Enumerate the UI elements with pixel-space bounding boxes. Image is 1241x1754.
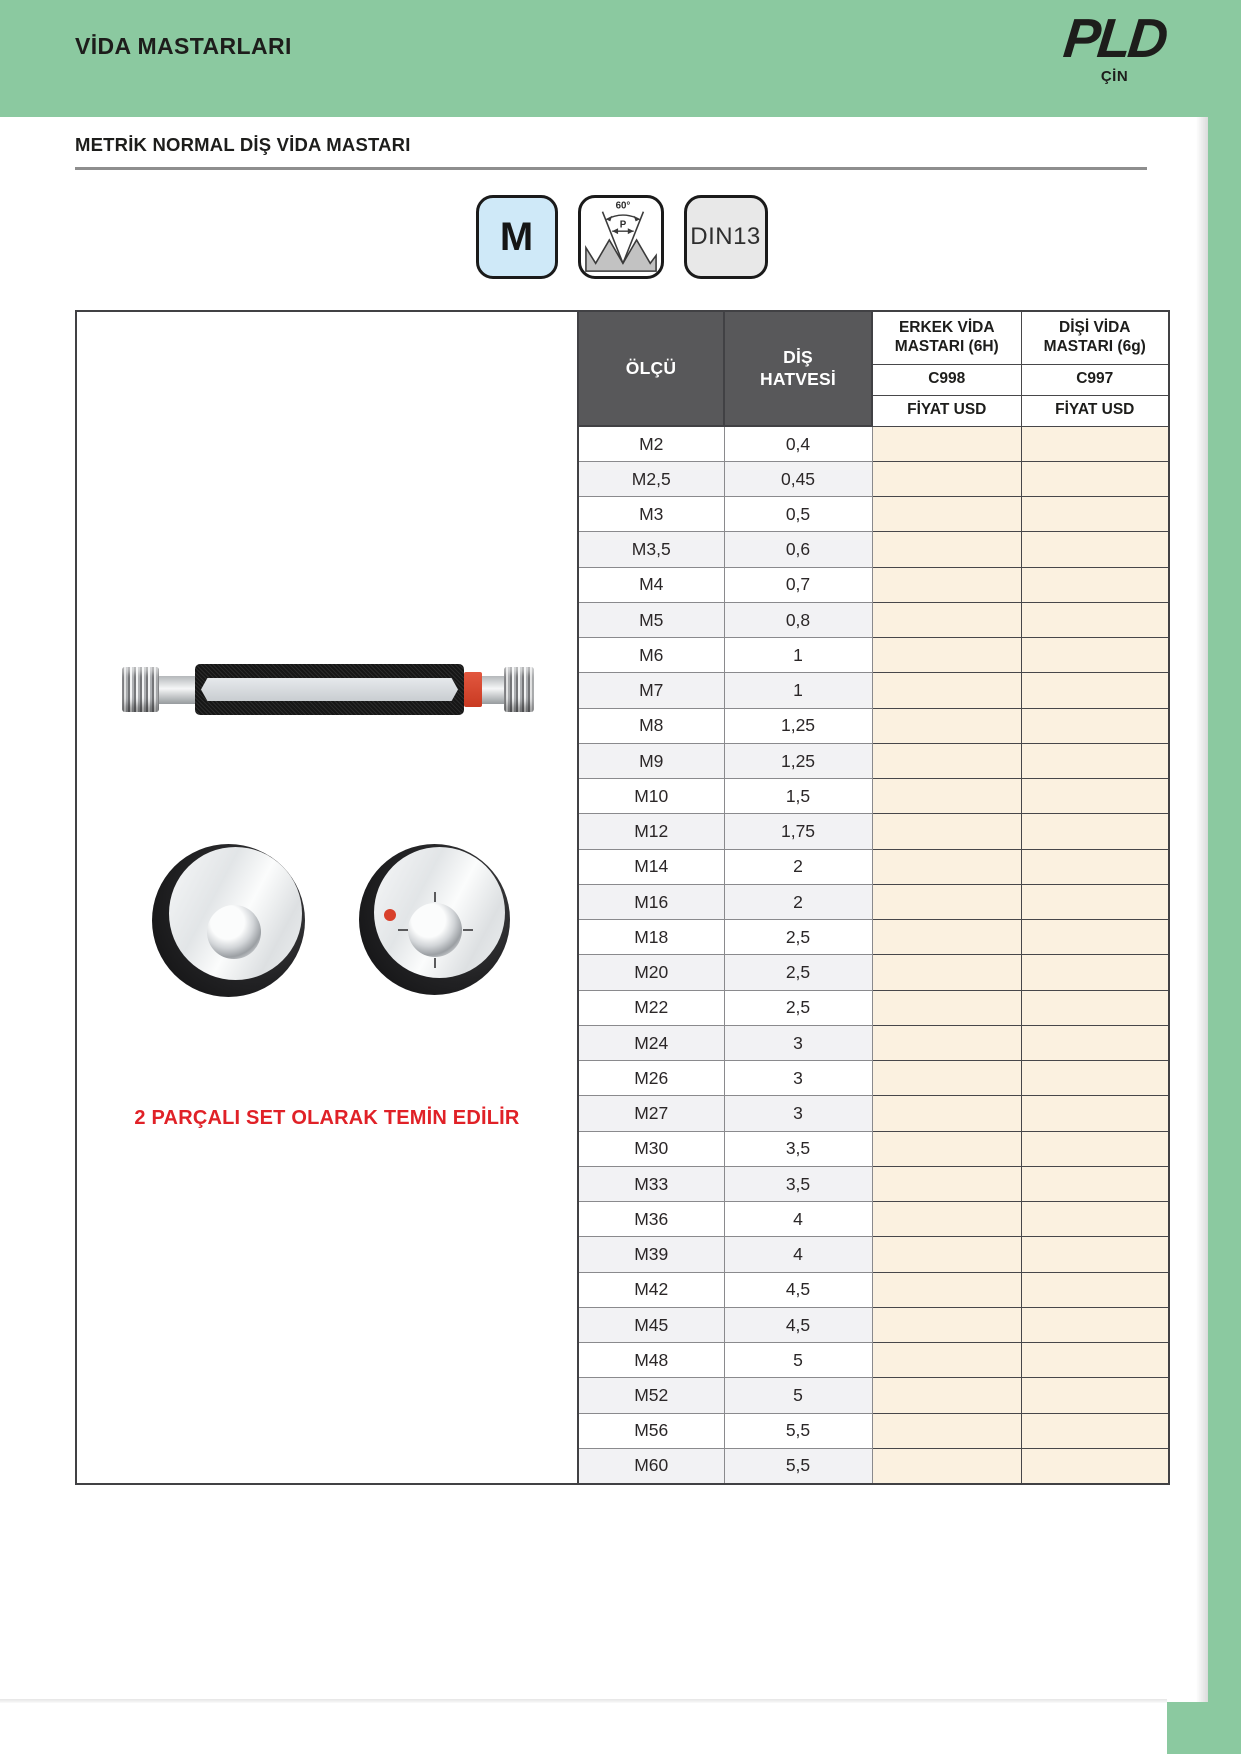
price-cell-female <box>1021 849 1169 884</box>
sheet-shadow <box>1196 117 1208 1702</box>
size-cell: M9 <box>578 743 724 778</box>
brand-block <box>1060 7 1169 86</box>
pitch-cell: 2 <box>724 884 872 919</box>
price-cell-male <box>872 461 1021 496</box>
male-gauge-code: C998 <box>872 364 1021 395</box>
din-standard-badge <box>684 195 768 279</box>
size-cell: M39 <box>578 1237 724 1272</box>
pitch-cell: 4 <box>724 1237 872 1272</box>
price-cell-female <box>1021 1025 1169 1060</box>
thread-profile-drawing <box>582 199 660 275</box>
column-header-female-gauge: DİŞİ VİDA MASTARI (6g) <box>1021 311 1169 364</box>
price-cell-female <box>1021 708 1169 743</box>
price-cell-male <box>872 955 1021 990</box>
size-cell: M26 <box>578 1061 724 1096</box>
price-cell-male <box>872 426 1021 461</box>
ring-nogo-red-dot <box>384 909 396 921</box>
plug-thread-left <box>122 667 159 712</box>
brand-country: ÇİN <box>1100 68 1129 86</box>
size-cell: M2 <box>578 426 724 461</box>
pitch-cell: 2,5 <box>724 955 872 990</box>
price-cell-female <box>1021 673 1169 708</box>
price-cell-male <box>872 602 1021 637</box>
pitch-cell: 0,6 <box>724 532 872 567</box>
female-price-label: FİYAT USD <box>1021 395 1169 426</box>
badge-row <box>75 195 1168 281</box>
pitch-cell: 1 <box>724 638 872 673</box>
price-cell-female <box>1021 884 1169 919</box>
price-table <box>75 310 1170 1485</box>
price-cell-female <box>1021 743 1169 778</box>
pitch-cell: 4 <box>724 1202 872 1237</box>
size-cell: M8 <box>578 708 724 743</box>
column-header-male-gauge: ERKEK VİDA MASTARI (6H) <box>872 311 1021 364</box>
ring-tick <box>434 958 436 968</box>
column-header-size: ÖLÇÜ <box>578 311 724 426</box>
price-cell-male <box>872 920 1021 955</box>
pitch-cell: 0,7 <box>724 567 872 602</box>
pitch-label: P <box>619 219 626 231</box>
pitch-cell: 3 <box>724 1061 872 1096</box>
pitch-cell: 0,8 <box>724 602 872 637</box>
price-cell-female <box>1021 1343 1169 1378</box>
price-cell-female <box>1021 955 1169 990</box>
size-cell: M33 <box>578 1166 724 1201</box>
price-cell-male <box>872 884 1021 919</box>
pitch-cell: 1,5 <box>724 779 872 814</box>
price-cell-male <box>872 1413 1021 1448</box>
sheet-seam <box>0 1699 1167 1703</box>
size-cell: M45 <box>578 1307 724 1342</box>
pitch-cell: 5,5 <box>724 1413 872 1448</box>
price-cell-male <box>872 1378 1021 1413</box>
price-cell-male <box>872 1343 1021 1378</box>
page-title: METRİK NORMAL DİŞ VİDA MASTARI <box>75 134 411 155</box>
price-cell-female <box>1021 1272 1169 1307</box>
price-cell-female <box>1021 779 1169 814</box>
pitch-cell: 0,4 <box>724 426 872 461</box>
price-cell-male <box>872 567 1021 602</box>
size-cell: M27 <box>578 1096 724 1131</box>
price-cell-female <box>1021 1237 1169 1272</box>
ring-hole <box>408 903 462 957</box>
price-cell-female <box>1021 1413 1169 1448</box>
price-cell-male <box>872 814 1021 849</box>
ring-tick <box>463 929 473 931</box>
pitch-cell: 1 <box>724 673 872 708</box>
pitch-cell: 3,5 <box>724 1166 872 1201</box>
pitch-cell: 5,5 <box>724 1448 872 1484</box>
pitch-cell: 1,75 <box>724 814 872 849</box>
size-cell: M22 <box>578 990 724 1025</box>
size-cell: M30 <box>578 1131 724 1166</box>
ring-hole <box>207 905 261 959</box>
size-cell: M3 <box>578 497 724 532</box>
title-rule <box>75 167 1147 170</box>
section-title: VİDA MASTARLARI <box>75 33 292 59</box>
ring-tick <box>398 929 408 931</box>
price-cell-female <box>1021 1202 1169 1237</box>
price-cell-male <box>872 673 1021 708</box>
thread-profile-icon <box>578 195 664 279</box>
plug-thread-right <box>504 667 534 712</box>
pitch-cell: 0,5 <box>724 497 872 532</box>
metric-thread-label: M <box>499 214 534 259</box>
size-cell: M42 <box>578 1272 724 1307</box>
size-cell: M7 <box>578 673 724 708</box>
price-cell-male <box>872 779 1021 814</box>
price-cell-male <box>872 1272 1021 1307</box>
price-cell-male <box>872 497 1021 532</box>
price-cell-female <box>1021 426 1169 461</box>
price-cell-female <box>1021 1166 1169 1201</box>
product-image-cell <box>76 311 578 1484</box>
size-cell: M36 <box>578 1202 724 1237</box>
price-cell-female <box>1021 567 1169 602</box>
size-cell: M12 <box>578 814 724 849</box>
pitch-cell: 1,25 <box>724 708 872 743</box>
ring-gauge-image-nogo <box>359 844 510 995</box>
price-cell-female <box>1021 990 1169 1025</box>
price-cell-female <box>1021 532 1169 567</box>
size-cell: M4 <box>578 567 724 602</box>
size-cell: M14 <box>578 849 724 884</box>
pitch-cell: 4,5 <box>724 1307 872 1342</box>
size-cell: M10 <box>578 779 724 814</box>
price-cell-female <box>1021 1061 1169 1096</box>
price-cell-male <box>872 1448 1021 1484</box>
price-cell-female <box>1021 497 1169 532</box>
pitch-cell: 3 <box>724 1025 872 1060</box>
size-cell: M2,5 <box>578 461 724 496</box>
price-cell-male <box>872 1237 1021 1272</box>
price-cell-male <box>872 1166 1021 1201</box>
price-cell-male <box>872 1307 1021 1342</box>
pitch-cell: 2 <box>724 849 872 884</box>
price-cell-female <box>1021 602 1169 637</box>
male-price-label: FİYAT USD <box>872 395 1021 426</box>
price-cell-male <box>872 532 1021 567</box>
ring-tick <box>434 892 436 902</box>
pitch-cell: 0,45 <box>724 461 872 496</box>
size-cell: M18 <box>578 920 724 955</box>
price-cell-male <box>872 743 1021 778</box>
price-cell-female <box>1021 461 1169 496</box>
brand-logo: PLD <box>1060 7 1169 69</box>
page-corner-accent <box>1167 1702 1241 1754</box>
price-cell-male <box>872 990 1021 1025</box>
price-cell-female <box>1021 814 1169 849</box>
price-cell-female <box>1021 920 1169 955</box>
price-cell-male <box>872 1131 1021 1166</box>
price-cell-male <box>872 638 1021 673</box>
set-note: 2 PARÇALI SET OLARAK TEMİN EDİLİR <box>134 1107 520 1129</box>
page-right-accent <box>1208 0 1241 1754</box>
price-cell-male <box>872 708 1021 743</box>
plug-gauge-image <box>122 664 534 715</box>
plug-label-band <box>201 678 458 701</box>
size-cell: M52 <box>578 1378 724 1413</box>
size-cell: M20 <box>578 955 724 990</box>
price-cell-male <box>872 1025 1021 1060</box>
plug-shaft-left <box>159 676 195 704</box>
size-cell: M6 <box>578 638 724 673</box>
column-header-pitch: DİŞ HATVESİ <box>724 311 872 426</box>
pitch-cell: 3 <box>724 1096 872 1131</box>
pitch-cell: 4,5 <box>724 1272 872 1307</box>
plug-handle <box>195 664 464 715</box>
price-cell-female <box>1021 638 1169 673</box>
price-cell-female <box>1021 1378 1169 1413</box>
price-cell-male <box>872 1202 1021 1237</box>
plug-shaft-right <box>482 676 504 704</box>
price-cell-female <box>1021 1131 1169 1166</box>
price-table-wrap <box>75 310 1170 1485</box>
size-cell: M3,5 <box>578 532 724 567</box>
size-cell: M60 <box>578 1448 724 1484</box>
size-cell: M48 <box>578 1343 724 1378</box>
size-cell: M5 <box>578 602 724 637</box>
product-images <box>77 312 577 1483</box>
size-cell: M24 <box>578 1025 724 1060</box>
price-cell-male <box>872 849 1021 884</box>
din-standard-label: DIN13 <box>690 223 761 250</box>
price-cell-male <box>872 1096 1021 1131</box>
price-cell-female <box>1021 1448 1169 1484</box>
price-cell-female <box>1021 1307 1169 1342</box>
price-cell-female <box>1021 1096 1169 1131</box>
pitch-cell: 5 <box>724 1343 872 1378</box>
plug-nogo-red-band <box>464 672 482 707</box>
female-gauge-code: C997 <box>1021 364 1169 395</box>
angle-label: 60° <box>615 200 630 212</box>
size-cell: M16 <box>578 884 724 919</box>
size-cell: M56 <box>578 1413 724 1448</box>
pitch-cell: 2,5 <box>724 990 872 1025</box>
metric-thread-badge <box>476 195 558 279</box>
pitch-cell: 2,5 <box>724 920 872 955</box>
price-cell-male <box>872 1061 1021 1096</box>
pitch-cell: 1,25 <box>724 743 872 778</box>
pitch-cell: 5 <box>724 1378 872 1413</box>
ring-gauge-image-go <box>152 844 305 997</box>
pitch-cell: 3,5 <box>724 1131 872 1166</box>
